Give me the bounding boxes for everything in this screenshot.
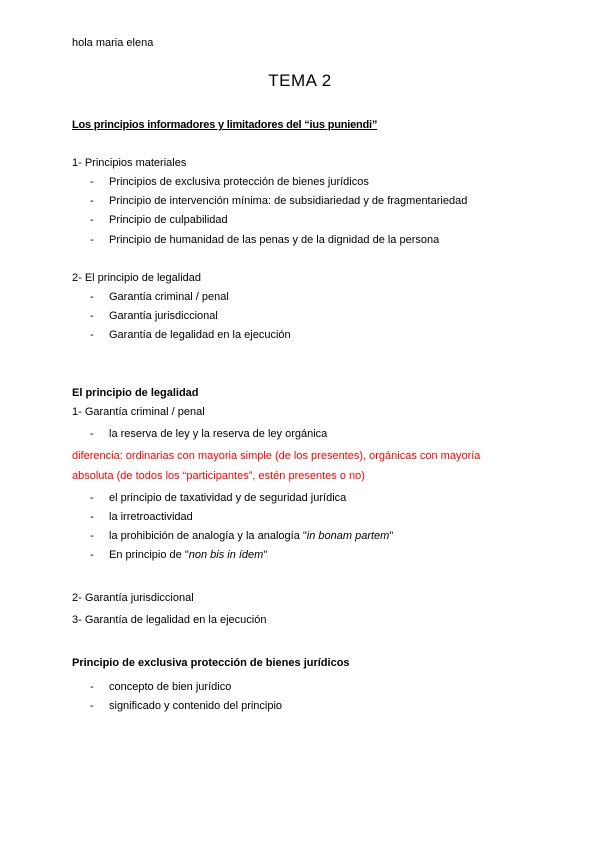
list-item xyxy=(90,234,439,246)
bullet-dash: - xyxy=(90,176,94,188)
bullet-dash: - xyxy=(90,214,94,226)
list-item xyxy=(90,530,393,542)
list-item-text: la reserva de ley y la reserva de ley orgánica xyxy=(109,428,328,440)
bullet-dash: - xyxy=(90,428,94,440)
closing-quote: " xyxy=(389,530,394,542)
list-item xyxy=(90,428,327,440)
list-item xyxy=(90,511,193,523)
list-item-text: Principios de exclusiva protección de bienes jurídicos xyxy=(109,176,369,188)
bullet-dash: - xyxy=(90,291,94,303)
list-item xyxy=(90,214,228,226)
note-line-2: absoluta (de todos los “participantes”, estén presentes o no) xyxy=(72,470,365,482)
legalidad-sub1: 1- Garantía criminal / penal xyxy=(72,406,205,418)
list-item-text: significado y contenido del principio xyxy=(109,700,283,712)
bullet-dash: - xyxy=(90,530,94,542)
bullet-dash: - xyxy=(90,511,94,523)
main-heading: Los principios informadores y limitadores del “ius puniendi” xyxy=(72,119,378,131)
list-item xyxy=(90,681,231,693)
bullet-dash: - xyxy=(90,492,94,504)
bullet-dash: - xyxy=(90,329,94,341)
list-item xyxy=(90,291,229,303)
legalidad-sub2: 2- Garantía jurisdiccional xyxy=(72,592,194,604)
bullet-dash: - xyxy=(90,700,94,712)
list-item-text: Principio de intervención mínima: de subsidiariedad y de fragmentariedad xyxy=(109,195,468,207)
list-item xyxy=(90,700,282,712)
legalidad-heading: El principio de legalidad xyxy=(72,387,199,399)
greeting-text: hola maria elena xyxy=(72,37,154,49)
list-item-text: Garantía jurisdiccional xyxy=(109,310,218,322)
list-item xyxy=(90,176,369,188)
bullet-dash: - xyxy=(90,681,94,693)
section2-heading: 2- El principio de legalidad xyxy=(72,272,202,284)
list-item-text: En principio de " xyxy=(109,549,189,561)
latin-phrase: in bonam partem xyxy=(306,530,390,542)
list-item-text: la prohibición de analogía y la analogía " xyxy=(109,530,307,542)
latin-phrase: non bis in ídem xyxy=(188,549,264,561)
list-item-text: Garantía criminal / penal xyxy=(109,291,229,303)
list-item xyxy=(90,195,467,207)
list-item-text: Principio de humanidad de las penas y de la dignidad de la persona xyxy=(109,234,440,246)
section1-heading: 1- Principios materiales xyxy=(72,157,187,169)
list-item xyxy=(90,329,291,341)
bullet-dash: - xyxy=(90,310,94,322)
list-item-text: Principio de culpabilidad xyxy=(109,214,228,226)
bullet-dash: - xyxy=(90,234,94,246)
exclusiva-heading: Principio de exclusiva protección de bienes jurídicos xyxy=(72,657,350,669)
list-item-text: el principio de taxatividad y de seguridad jurídica xyxy=(109,492,347,504)
list-item-text: concepto de bien jurídico xyxy=(109,681,232,693)
list-item-text: la irretroactividad xyxy=(109,511,193,523)
list-item xyxy=(90,492,346,504)
list-item xyxy=(90,549,267,561)
document-title: TEMA 2 xyxy=(268,71,332,90)
note-line-1: diferencia: ordinarias con mayoria simple (de los presentes), orgánicas con mayoría xyxy=(72,450,481,462)
list-item-text: Garantía de legalidad en la ejecución xyxy=(109,329,291,341)
bullet-dash: - xyxy=(90,195,94,207)
list-item xyxy=(90,310,218,322)
bullet-dash: - xyxy=(90,549,94,561)
legalidad-sub3: 3- Garantía de legalidad en la ejecución xyxy=(72,614,267,626)
closing-quote: " xyxy=(263,549,268,561)
